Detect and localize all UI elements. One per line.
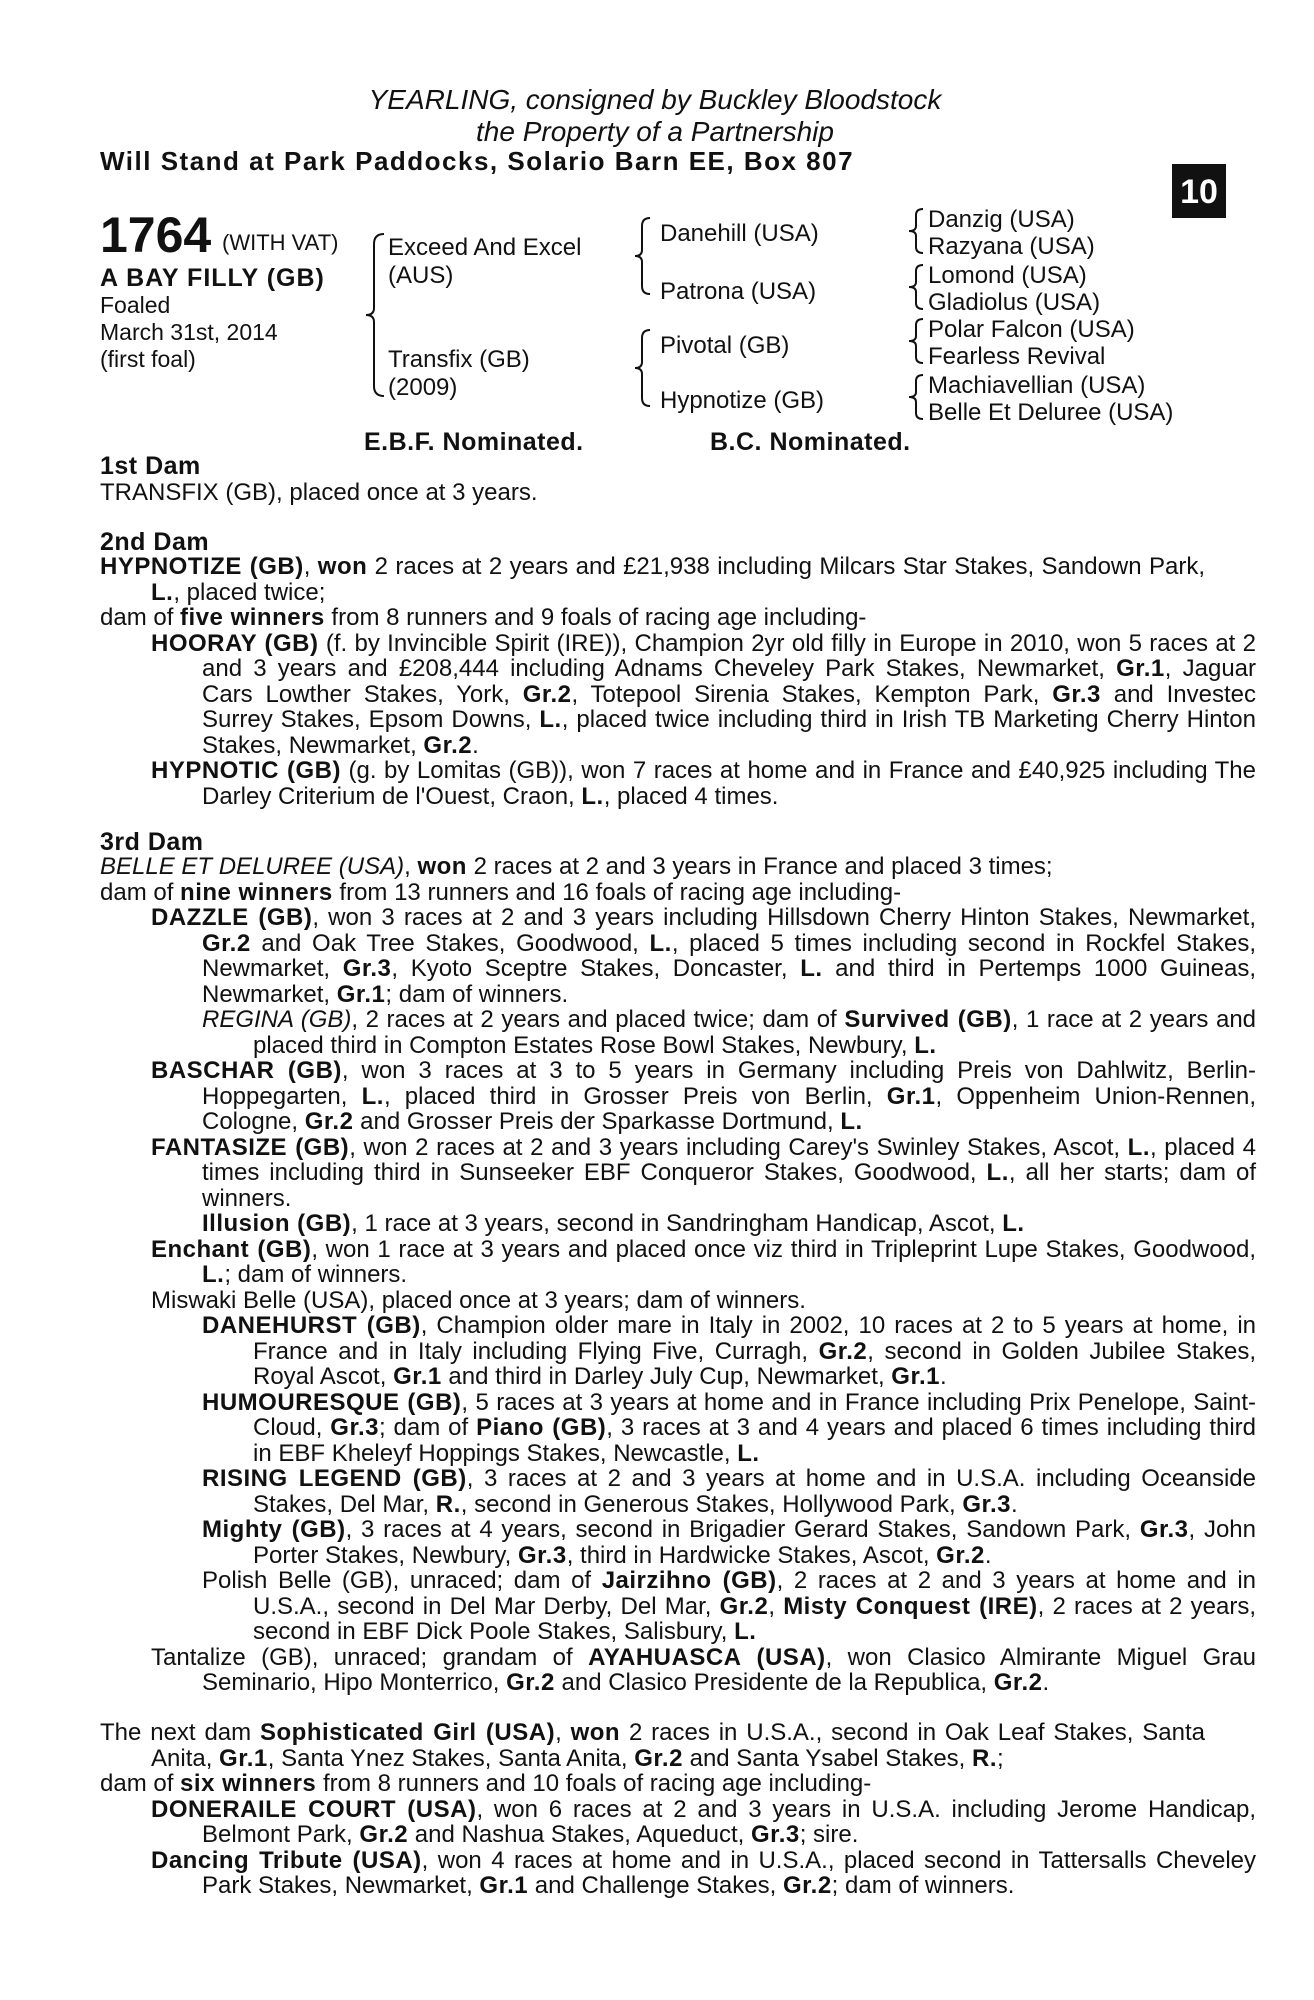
- first-foal-note: (first foal): [100, 346, 196, 372]
- badge-number: 10: [1180, 173, 1218, 211]
- next-dam-produce-line: dam of six winners from 8 runners and 10 foals of racing age including-: [100, 1770, 872, 1797]
- gg-sss: Danzig (USA): [928, 206, 1075, 233]
- stand-location: Will Stand at Park Paddocks, Solario Barn EE, Box 807: [100, 146, 855, 176]
- danehurst-entry: DANEHURST (GB), Champion older mare in Italy in 2002, 10 races at 2 to 5 years at home, in France and in Italy including Flying Five, Curragh, Gr.2, second in Golden Jubilee Stakes, Royal Ascot, Gr.1 and third in Darley July Cup, Newmarket, Gr.1.: [202, 1312, 1257, 1390]
- sire-name: Exceed And Excel: [388, 234, 582, 261]
- bc-nominated: B.C. Nominated.: [710, 428, 911, 456]
- gg-dss: Polar Falcon (USA): [928, 316, 1135, 343]
- regina-entry: REGINA (GB), 2 races at 2 years and placed twice; dam of Survived (GB), 1 race at 2 years and placed third in Compton Estates Rose Bowl Stakes, Newbury, L.: [202, 1006, 1257, 1059]
- lot-number: 1764: [100, 207, 212, 263]
- brace-4b: [905, 262, 927, 312]
- gg-sdd: Gladiolus (USA): [928, 289, 1101, 316]
- miswaki-entry: Miswaki Belle (USA), placed once at 3 years; dam of winners.: [151, 1286, 806, 1314]
- brace-4d: [905, 372, 927, 422]
- lot-name: A BAY FILLY (GB): [100, 264, 325, 292]
- pedigree-brace-dam: [630, 326, 654, 410]
- dancing-tribute-entry: Dancing Tribute (USA), won 4 races at home and in U.S.A., placed second in Tattersalls Cheveley Park Stakes, Newmarket, Gr.1 and Challenge Stakes, Gr.2; dam of winners.: [151, 1846, 1257, 1899]
- brace-4c: [905, 316, 927, 366]
- tantalize-entry: Tantalize (GB), unraced; grandam of AYAHUASCA (USA), won Clasico Almirante Miguel Grau Seminario, Hipo Monterrico, Gr.2 and Clasico Presidente de la Republica, Gr.2.: [151, 1643, 1256, 1696]
- gg-dsd: Fearless Revival: [928, 343, 1106, 370]
- foaled-label: Foaled: [100, 292, 171, 318]
- baschar-entry: BASCHAR (GB), won 3 races at 3 to 5 years in Germany including Preis von Dahlwitz, Berlin-Hoppegarten, L., placed third in Grosser Preis von Berlin, Gr.1, Oppenheim Union-Rennen, Cologne, Gr.2 and Grosser Preis der Sparkasse Dortmund, L.: [151, 1057, 1257, 1135]
- hypnotize-entry: HYPNOTIZE (GB), won 2 races at 2 years and £21,938 including Milcars Star Stakes, Sandown Park, L., placed twice;: [100, 553, 1206, 606]
- dam-sire: Pivotal (GB): [660, 332, 790, 359]
- gg-sds: Lomond (USA): [928, 262, 1087, 289]
- third-dam-section: [100, 853, 1257, 1696]
- humouresque-entry: HUMOURESQUE (GB), 5 races at 3 years at home and in France including Prix Penelope, Saint-Cloud, Gr.3; dam of Piano (GB), 3 races at 3 and 4 years and placed 6 times including third in EBF Kheleyf Hoppings Stakes, Newcastle, L.: [202, 1388, 1257, 1467]
- sire-sire: Danehill (USA): [660, 220, 819, 247]
- doneraile-court-entry: DONERAILE COURT (USA), won 6 races at 2 and 3 years in U.S.A. including Jerome Handicap, Belmont Park, Gr.2 and Nashua Stakes, Aqueduct, Gr.3; sire.: [151, 1795, 1257, 1848]
- sire-dam: Patrona (USA): [660, 278, 817, 305]
- sophisticated-girl-entry: The next dam Sophisticated Girl (USA), won 2 races in U.S.A., second in Oak Leaf Stakes, Santa Anita, Gr.1, Santa Ynez Stakes, Santa Anita, Gr.2 and Santa Ysabel Stakes, R.;: [100, 1719, 1205, 1772]
- brace-4a: [905, 206, 927, 256]
- property-line: the Property of a Partnership: [476, 116, 834, 147]
- rising-legend-entry: RISING LEGEND (GB), 3 races at 2 and 3 years at home and in U.S.A. including Oceanside Stakes, Del Mar, R., second in Generous Stakes, Hollywood Park, Gr.3.: [202, 1465, 1256, 1518]
- mighty-entry: Mighty (GB), 3 races at 4 years, second in Brigadier Gerard Stakes, Sandown Park, Gr.3, John Porter Stakes, Newbury, Gr.3, third in Hardwicke Stakes, Ascot, Gr.2.: [202, 1516, 1256, 1569]
- second-dam-section: [100, 553, 1257, 810]
- second-dam-heading: 2nd Dam: [100, 528, 210, 556]
- sire-country: (AUS): [388, 262, 454, 289]
- gg-dds: Machiavellian (USA): [928, 372, 1146, 399]
- enchant-entry: Enchant (GB), won 1 race at 3 years and placed once viz third in Tripleprint Lupe Stakes, Goodwood, L.; dam of winners.: [151, 1235, 1256, 1288]
- foaled-date: March 31st, 2014: [100, 319, 278, 345]
- ebf-nominated: E.B.F. Nominated.: [364, 428, 584, 456]
- dazzle-entry: DAZZLE (GB), won 3 races at 2 and 3 years including Hillsdown Cherry Hinton Stakes, Newmarket, Gr.2 and Oak Tree Stakes, Goodwood, L., placed 5 times including second in Rockfel Stakes, Newmarket, Gr.3, Kyoto Sceptre Stakes, Doncaster, L. and third in Pertemps 1000 Guineas, Newmarket, Gr.1; dam of winners.: [151, 904, 1257, 1008]
- hypnotic-entry: HYPNOTIC (GB) (g. by Lomitas (GB)), won 7 races at home and in France and £40,925 including The Darley Criterium de l'Ouest, Craon, L., placed 4 times.: [151, 757, 1256, 810]
- first-dam-text: TRANSFIX (GB), placed once at 3 years.: [100, 479, 538, 506]
- gg-ddd: Belle Et Deluree (USA): [928, 399, 1174, 426]
- consignment-line: YEARLING, consigned by Buckley Bloodstock: [368, 84, 942, 115]
- third-dam-produce-line: dam of nine winners from 13 runners and 16 foals of racing age including-: [100, 878, 902, 906]
- hooray-entry: HOORAY (GB) (f. by Invincible Spirit (IRE)), Champion 2yr old filly in Europe in 2010, won 5 races at 2 and 3 years and £208,444 including Adnams Cheveley Park Stakes, Newmarket, Gr.1, Jaguar Cars Lowther Stakes, York, Gr.2, Totepool Sirenia Stakes, Kempton Park, Gr.3 and Investec Surrey Stakes, Epsom Downs, L., placed twice including third in Irish TB Marketing Cherry Hinton Stakes, Newmarket, Gr.2.: [151, 629, 1257, 759]
- third-dam-heading: 3rd Dam: [100, 828, 204, 856]
- pedigree-brace-main: [360, 230, 390, 400]
- polish-belle-entry: Polish Belle (GB), unraced; dam of Jairzihno (GB), 2 races at 2 and 3 years at home and in U.S.A., second in Del Mar Derby, Del Mar, Gr.2, Misty Conquest (IRE), 2 races at 2 years, second in EBF Dick Poole Stakes, Salisbury, L.: [202, 1567, 1257, 1645]
- dam-dam: Hypnotize (GB): [660, 387, 825, 414]
- illusion-entry: Illusion (GB), 1 race at 3 years, second in Sandringham Handicap, Ascot, L.: [202, 1210, 1025, 1237]
- gg-ssd: Razyana (USA): [928, 233, 1095, 260]
- first-dam-heading: 1st Dam: [100, 452, 201, 480]
- belle-entry: BELLE ET DELUREE (USA), won 2 races at 2 and 3 years in France and placed 3 times;: [100, 853, 1053, 880]
- dam-year: (2009): [388, 374, 458, 401]
- dam-name: Transfix (GB): [388, 346, 530, 373]
- next-dam-section: [100, 1719, 1257, 1899]
- badge-plus: +: [1176, 147, 1187, 167]
- pedigree-brace-sire: [630, 214, 654, 298]
- lot-badge: [1172, 147, 1226, 218]
- vat-note: (WITH VAT): [222, 230, 339, 255]
- second-dam-produce-line: dam of five winners from 8 runners and 9 foals of racing age including-: [100, 604, 867, 631]
- fantasize-entry: FANTASIZE (GB), won 2 races at 2 and 3 years including Carey's Swinley Stakes, Ascot, L., placed 4 times including third in Sunseeker EBF Conqueror Stakes, Goodwood, L., all her starts; dam of winners.: [151, 1133, 1257, 1212]
